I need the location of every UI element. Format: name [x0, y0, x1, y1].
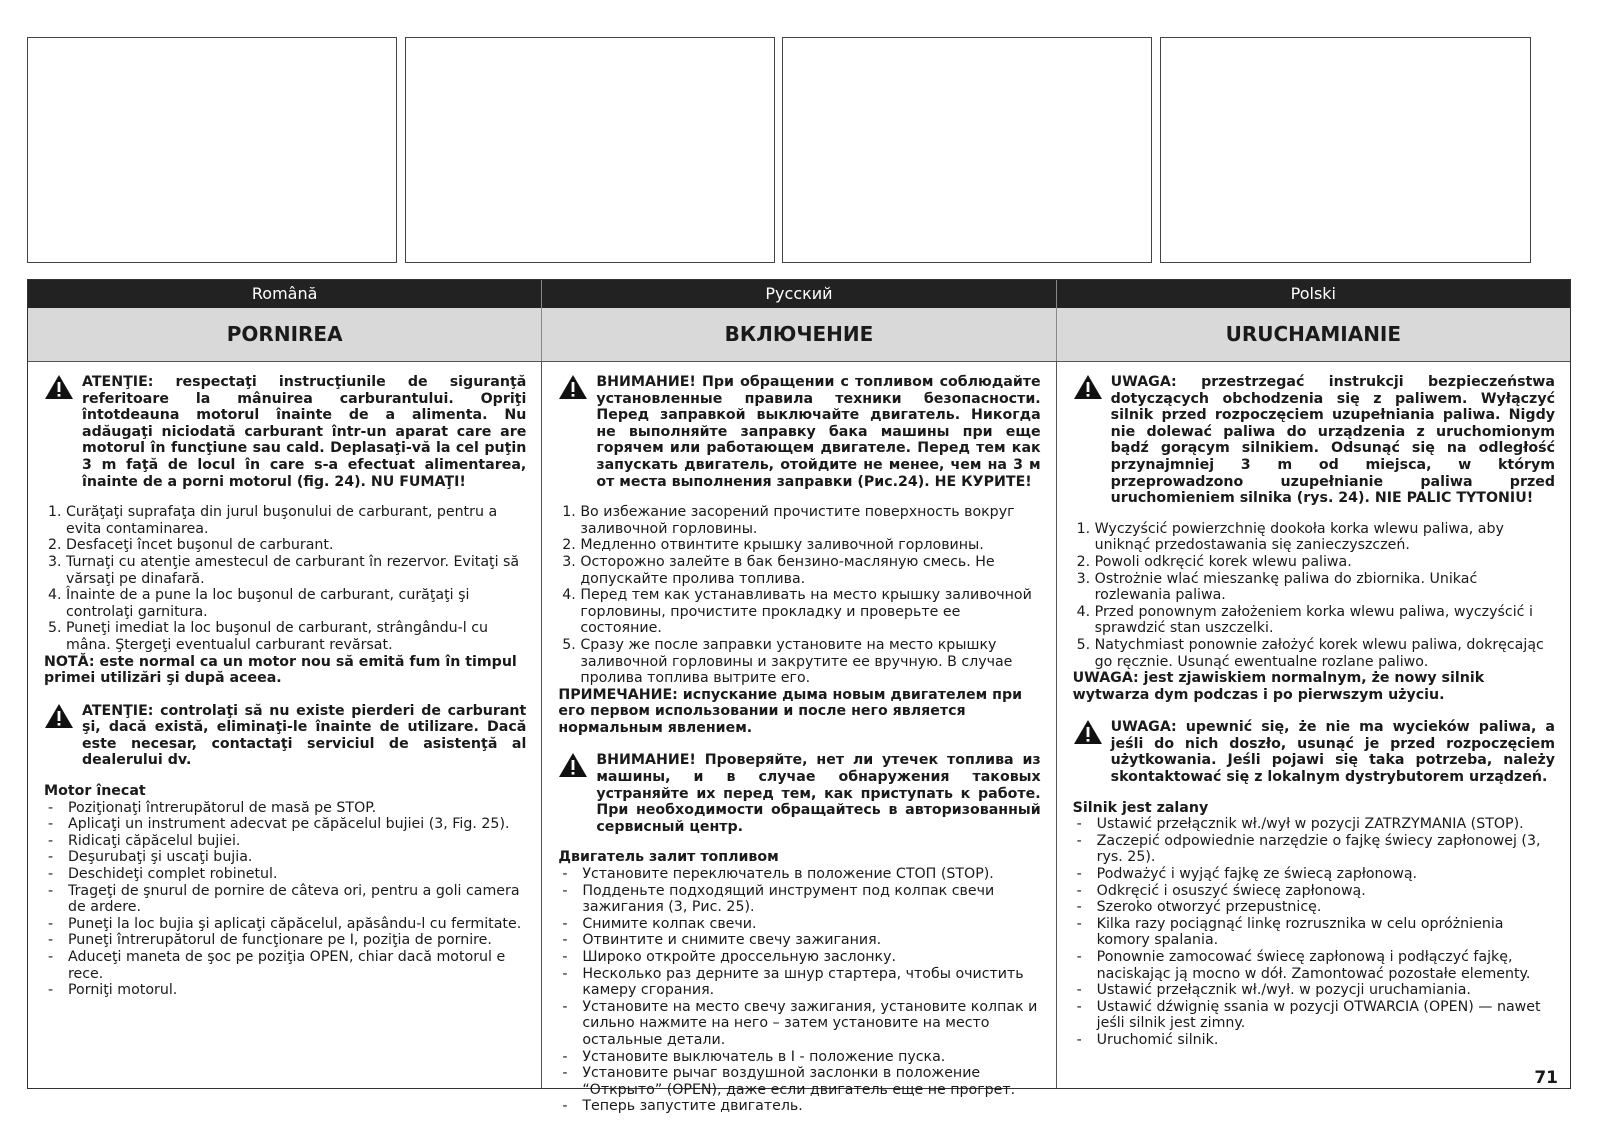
list-item: - Deşurubaţi şi uscaţi bujia. [44, 849, 526, 866]
list-item: - Poziţionaţi întrerupătorul de masă pe STOP. [44, 800, 526, 817]
warning-icon [1073, 374, 1103, 400]
warning-text: ВНИМАНИЕ! При обращении с топливом соблюдайте установленные правила техники безопасности. Перед заправкой выключайте двигатель. Никогда не выполняйте заправку бака машины при еще горячем или работающем двигателе. Перед тем как запускать двигатель, отойдите не менее, чем на 3 м от места выполнения заправки (Рис.24). НЕ КУРИТЕ! [596, 374, 1041, 490]
note-text: ПРИМЕЧАНИЕ: испускание дыма новым двигателем при его первом использовании и после него является нормальным явлением. [558, 686, 1023, 736]
flooded-steps [1073, 816, 1555, 1048]
list-item: - Szeroko otworzyć przepustnicę. [1073, 899, 1555, 916]
list-item: - Odkręcić i osuszyć świecę zapłonową. [1073, 883, 1555, 900]
list-item: - Aduceţi maneta de şoc pe poziţia OPEN, chiar dacă motorul e rece. [44, 949, 526, 982]
subheading: Motor înecat [44, 783, 146, 800]
list-item: - Puneţi la loc bujia şi aplicaţi căpăcelul, apăsându-l cu fermitate. [44, 916, 526, 933]
warning-icon [558, 752, 588, 778]
list-item: - Установите на место свечу зажигания, установите колпак и сильно нажмите на него – затем установите на место остальные детали. [558, 999, 1040, 1049]
warning-icon [1073, 719, 1103, 745]
list-item: - Отвинтите и снимите свечу зажигания. [558, 932, 1040, 949]
warning-text: UWAGA: przestrzegać instrukcji bezpieczeństwa dotyczących obchodzenia się z paliwem. Wyłączyć silnik przed rozpoczęciem uzupełniania paliwa. Nigdy nie dolewać paliwa do urządzenia z uruchomionym bądź gorącym silnikiem. Odsunąć się na odległość przynajmniej 3 m od miejsca, w którym przeprowadzono uzupełnianie paliwa przed uruchomieniem silnika (rys. 24). NIE PALIC TYTONIU! [1110, 374, 1555, 507]
list-item: - Deschideţi complet robinetul. [44, 866, 526, 883]
list-item: 4. Перед тем как устанавливать на место крышку заливочной горловины, прочистите прокладку и проверьте ее состояние. [580, 587, 1040, 637]
section-title-pl: URUCHAMIANIE [1225, 322, 1402, 346]
figure-box-3 [782, 37, 1152, 263]
list-item: 1. Во избежание засорений прочистите поверхность вокруг заливочной горловины. [580, 504, 1040, 537]
note-text: NOTĂ: este normal ca un motor nou să emită fum în timpul primei utilizări şi după aceea. [44, 653, 517, 687]
column-ro [28, 362, 542, 1088]
list-item: 3. Ostrożnie wlać mieszankę paliwa do zbiornika. Unikać rozlewania paliwa. [1095, 571, 1555, 604]
list-item: - Ustawić przełącznik wł./wył w pozycji ZATRZYMANIA (STOP). [1073, 816, 1555, 833]
list-item: 1. Curăţaţi suprafaţa din jurul buşonului de carburant, pentru a evita contaminarea. [66, 504, 526, 537]
column-ru [542, 362, 1056, 1115]
warning-block [1073, 719, 1555, 785]
list-item: - Ponownie zamocować świecę zapłonową i podłączyć fajkę, naciskając ją mocno w dół. Zamontować pozostałe elementy. [1073, 949, 1555, 982]
warning-icon [558, 374, 588, 400]
language-header-row [28, 280, 1570, 308]
refuel-steps [44, 504, 526, 653]
language-label-ru: Русский [542, 280, 1056, 308]
refuel-steps [558, 504, 1040, 687]
list-item: - Puneţi întrerupătorul de funcţionare pe I, poziţia de pornire. [44, 932, 526, 949]
list-item: 3. Turnaţi cu atenţie amestecul de carburant în rezervor. Evitaţi să vărsaţi pe dinafară. [66, 554, 526, 587]
list-item: - Установите переключатель в положение СТОП (STOP). [558, 866, 1040, 883]
subheading: Двигатель залит топливом [558, 849, 779, 866]
list-item: - Установите выключатель в I - положение пуска. [558, 1049, 1040, 1066]
instruction-table [27, 279, 1571, 1115]
list-item: 3. Осторожно залейте в бак бензино-масляную смесь. Не допускайте пролива топлива. [580, 554, 1040, 587]
figure-box-1 [27, 37, 397, 263]
section-title-row [28, 308, 1570, 362]
warning-icon [44, 374, 74, 400]
warning-text: UWAGA: upewnić się, że nie ma wycieków paliwa, a jeśli do nich doszło, usunąć je przed rozpoczęciem użytkowania. Jeśli pojawi się taka potrzeba, należy skontaktować się z lokalnym dystrybutorem urządzeń. [1110, 719, 1555, 786]
warning-block [558, 374, 1040, 490]
warning-block [558, 752, 1040, 835]
figure-box-2 [405, 37, 775, 263]
page-number: 71 [1534, 1068, 1558, 1088]
list-item: - Несколько раз дерните за шнур стартера, чтобы очистить камеру сгорания. [558, 966, 1040, 999]
list-item: - Porniţi motorul. [44, 982, 526, 999]
list-item: - Podważyć i wyjąć fajkę ze świecą zapłonową. [1073, 866, 1555, 883]
note-text: UWAGA: jest zjawiskiem normalnym, że nowy silnik wytwarza dym podczas i po pierwszym użyciu. [1072, 670, 1485, 703]
list-item: 5. Natychmiast ponownie założyć korek wlewu paliwa, dokręcając go ręcznie. Usunąć ewentualne rozlane paliwo. [1095, 637, 1555, 670]
language-label-ro: Română [28, 280, 542, 308]
list-item: - Uruchomić silnik. [1073, 1032, 1555, 1049]
warning-block [1073, 374, 1555, 507]
section-title-ru: ВКЛЮЧЕНИЕ [542, 308, 1056, 361]
section-title-ro: PORNIREA [28, 308, 542, 361]
list-item: 4. Înainte de a pune la loc buşonul de carburant, curăţaţi şi controlaţi garnitura. [66, 587, 526, 620]
list-item: - Trageţi de şnurul de pornire de câteva ori, pentru a goli camera de ardere. [44, 883, 526, 916]
flooded-steps [44, 800, 526, 999]
list-item: 5. Сразу же после заправки установите на место крышку заливочной горловины и закрутите ее вручную. В случае пролива топлива вытрите его. [580, 637, 1040, 687]
warning-block [44, 703, 526, 769]
warning-text: ВНИМАНИЕ! Проверяйте, нет ли утечек топлива из машины, и в случае обнаружения таковых устраняйте их перед тем, как приступать к работе. При необходимости обращайтесь в авторизованный сервисный центр. [596, 752, 1041, 835]
refuel-steps [1073, 521, 1555, 670]
figure-box-4 [1160, 37, 1531, 263]
list-item: 2. Desfaceţi încet buşonul de carburant. [66, 537, 526, 554]
flooded-steps [558, 866, 1040, 1115]
list-item: 2. Powoli odkręcić korek wlewu paliwa. [1095, 554, 1555, 571]
column-pl [1057, 362, 1570, 1088]
language-label-pl: Polski [1290, 284, 1336, 303]
list-item: - Теперь запустите двигатель. [558, 1098, 1040, 1115]
list-item: - Ustawić przełącznik wł./wył. w pozycji uruchamiania. [1073, 982, 1555, 999]
subheading: Silnik jest zalany [1072, 799, 1209, 816]
list-item: - Широко откройте дроссельную заслонку. [558, 949, 1040, 966]
list-item: - Aplicaţi un instrument adecvat pe căpăcelul bujiei (3, Fig. 25). [44, 816, 526, 833]
list-item: - Zaczepić odpowiednie narzędzie o fajkę świecy zapłonowej (3, rys. 25). [1073, 833, 1555, 866]
list-item: 5. Puneţi imediat la loc buşonul de carburant, strângându-l cu mâna. Ştergeţi eventualul carburant revărsat. [66, 620, 526, 653]
list-item: 4. Przed ponownym założeniem korka wlewu paliwa, wyczyścić i sprawdzić stan uszczelki. [1095, 604, 1555, 637]
warning-text: ATENŢIE: respectaţi instrucţiunile de siguranţă referitoare la mânuirea carburantului. Opriţi întotdeauna motorul înainte de a alimenta. Nu adăugaţi niciodată carburant într-un aparat care are motorul în funcţiune sau cald. Deplasaţi-vă la cel puţin 3 m faţă de locul în care s-a efectuat alimentarea, înainte de a porni motorul (fig. 24). NU FUMAŢI! [82, 374, 527, 490]
list-item: 1. Wyczyścić powierzchnię dookoła korka wlewu paliwa, aby uniknąć przedostawania się zanieczyszczeń. [1095, 521, 1555, 554]
warning-icon [44, 703, 74, 729]
warning-text: ATENŢIE: controlaţi să nu existe pierderi de carburant şi, dacă există, eliminaţi-le înainte de utilizare. Dacă este necesar, contactaţi serviciul de asistenţă al dealerului dv. [82, 702, 527, 769]
list-item: - Ustawić dźwignię ssania w pozycji OTWARCIA (OPEN) — nawet jeśli silnik jest zimny. [1073, 999, 1555, 1032]
list-item: - Kilka razy pociągnąć linkę rozrusznika w celu opróżnienia komory spalania. [1073, 916, 1555, 949]
list-item: - Установите рычаг воздушной заслонки в положение “Открыто” (OPEN), даже если двигатель еще не прогрет. [558, 1065, 1040, 1098]
list-item: 2. Медленно отвинтите крышку заливочной горловины. [580, 537, 1040, 554]
list-item: - Ridicaţi căpăcelul bujiei. [44, 833, 526, 850]
warning-block [44, 374, 526, 490]
list-item: - Снимите колпак свечи. [558, 916, 1040, 933]
list-item: - Подденьте подходящий инструмент под колпак свечи зажигания (3, Рис. 25). [558, 883, 1040, 916]
